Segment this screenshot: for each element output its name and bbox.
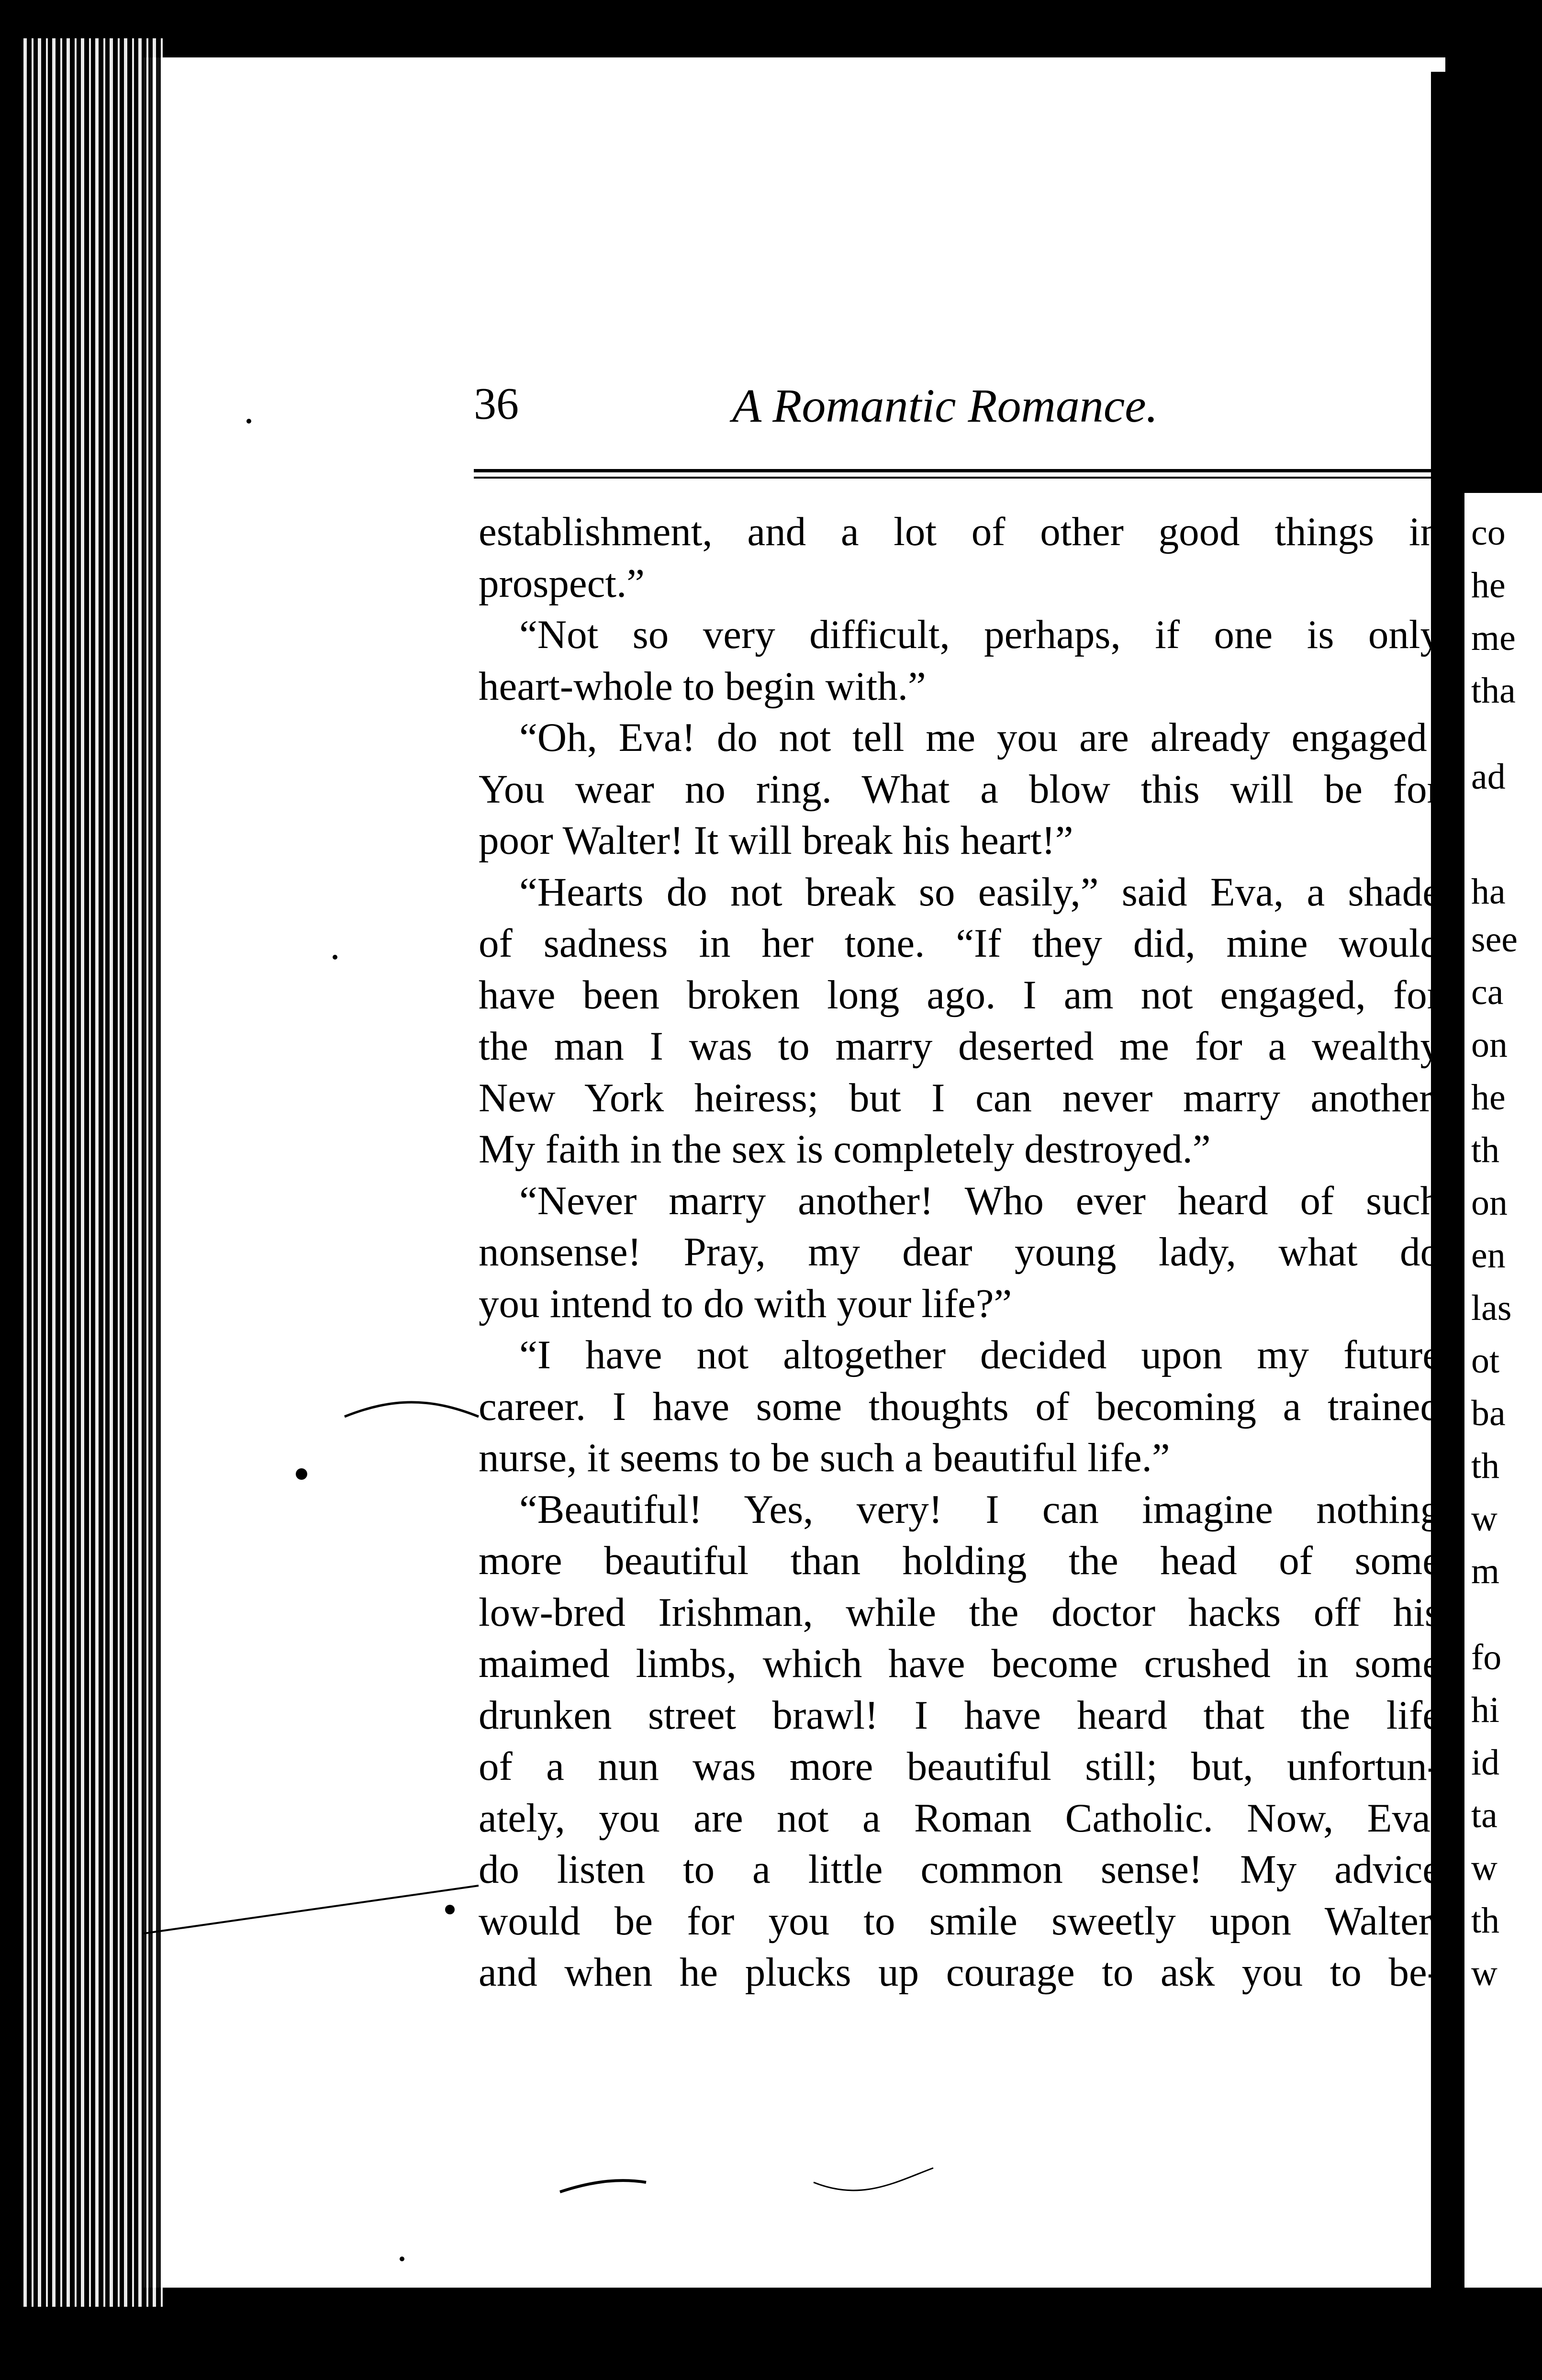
text-line: prospect.” (479, 560, 645, 606)
header-rule (474, 469, 1436, 479)
running-title: A Romantic Romance. (732, 379, 1158, 432)
text-line: “Beautiful! Yes, very! I can imagine nothing (519, 1486, 1441, 1532)
text-line: “I have not altogether decided upon my future (519, 1332, 1441, 1377)
text-line: you intend to do with your life?” (479, 1281, 1012, 1326)
text-line: low-bred Irishman, while the doctor hacks off his (479, 1589, 1441, 1635)
adjacent-fragment: ba (1471, 1393, 1506, 1433)
text-line: “Oh, Eva! do not tell me you are already engaged! (519, 715, 1441, 760)
text-line: ately, you are not a Roman Catholic. Now, Eva, (479, 1795, 1441, 1841)
adjacent-fragment: id (1471, 1743, 1500, 1783)
adjacent-fragment: ta (1471, 1795, 1497, 1835)
text-line: New York heiress; but I can never marry another. (479, 1075, 1441, 1120)
text-line: “Hearts do not break so easily,” said Eva, a shade (519, 869, 1441, 915)
body-text (479, 506, 1441, 1999)
adjacent-fragment: m (1471, 1551, 1500, 1591)
adjacent-fragment: las (1471, 1288, 1512, 1328)
adjacent-fragment: ha (1471, 872, 1506, 912)
text-line: of sadness in her tone. “If they did, mine would (479, 921, 1441, 966)
adjacent-fragment: see (1471, 919, 1518, 960)
text-line: the man I was to marry deserted me for a wealthy (479, 1024, 1441, 1069)
text-line: more beautiful than holding the head of some (479, 1538, 1441, 1583)
running-head (474, 378, 1431, 445)
adjacent-fragment: w (1471, 1848, 1497, 1888)
adjacent-fragment: w (1471, 1498, 1497, 1539)
adjacent-fragment: ad (1471, 757, 1506, 797)
adjacent-fragment: w (1471, 1953, 1497, 1993)
adjacent-fragment: me (1471, 618, 1516, 658)
adjacent-page (1464, 493, 1542, 2288)
text-line: “Not so very difficult, perhaps, if one is only (519, 612, 1441, 657)
text-line: do listen to a little common sense! My advice (479, 1847, 1441, 1892)
adjacent-fragment: he (1471, 565, 1506, 605)
text-line: would be for you to smile sweetly upon Walter, (479, 1898, 1441, 1944)
adjacent-fragment: tha (1471, 670, 1516, 711)
adjacent-fragment: on (1471, 1183, 1508, 1223)
adjacent-fragment: th (1471, 1900, 1500, 1941)
text-line: career. I have some thoughts of becoming a trained (479, 1384, 1441, 1429)
text-line: poor Walter! It will break his heart!” (479, 818, 1073, 863)
text-line: establishment, and a lot of other good things in (479, 509, 1441, 554)
adjacent-fragment: ot (1471, 1341, 1500, 1381)
text-line: nonsense! Pray, my dear young lady, what do (479, 1229, 1441, 1274)
adjacent-fragment: on (1471, 1025, 1508, 1065)
adjacent-fragment: en (1471, 1235, 1506, 1275)
adjacent-fragment: co (1471, 513, 1506, 553)
text-line: and when he plucks up courage to ask you to be- (479, 1950, 1441, 1995)
page-number: 36 (474, 379, 519, 429)
text-line: maimed limbs, which have become crushed in some (479, 1641, 1441, 1686)
adjacent-fragment: th (1471, 1446, 1500, 1486)
text-line: heart-whole to begin with.” (479, 663, 926, 709)
text-line: have been broken long ago. I am not engaged, for (479, 972, 1441, 1017)
text-line: My faith in the sex is completely destroyed.” (479, 1127, 1211, 1172)
text-line: nurse, it seems to be such a beautiful life.” (479, 1435, 1170, 1480)
text-line: You wear no ring. What a blow this will be for (479, 766, 1441, 812)
text-line: of a nun was more beautiful still; but, unfortun- (479, 1744, 1441, 1789)
adjacent-fragment: th (1471, 1130, 1500, 1170)
adjacent-fragment: hi (1471, 1690, 1500, 1730)
adjacent-fragment: he (1471, 1077, 1506, 1117)
text-line: “Never marry another! Who ever heard of such (519, 1178, 1441, 1223)
adjacent-fragment: ca (1471, 972, 1504, 1012)
text-line: drunken street brawl! I have heard that the life (479, 1692, 1441, 1738)
page-edges (19, 38, 163, 2307)
adjacent-fragment: fo (1471, 1637, 1502, 1677)
